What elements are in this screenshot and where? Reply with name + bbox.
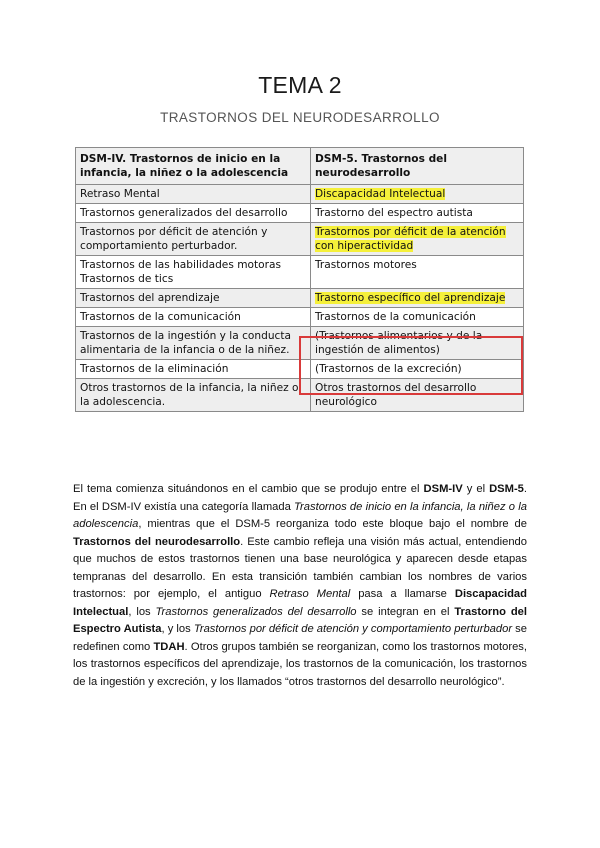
- text-run: El tema comienza situándonos en el cambio que se produjo entre el: [73, 483, 424, 495]
- cell-dsm4: Retraso Mental: [76, 185, 311, 204]
- cell-dsm4: Trastornos de la eliminación: [76, 360, 311, 379]
- table-row: [76, 327, 524, 360]
- cell-dsm4: Otros trastornos de la infancia, la niñez o la adolescencia.: [76, 379, 311, 412]
- comparison-table: [75, 147, 524, 412]
- text-run: . Este cambio refleja una visión más actual, entendiendo que muchos de estos trastornos tienen una base neurológica y aparecen desde etapas tempranas del desarrollo. En esta transición también cambian los nombres de varios trastornos: por ejemplo, el antiguo: [73, 535, 527, 600]
- table-row: [76, 204, 524, 223]
- highlighted-text: Trastorno específico del aprendizaje: [315, 292, 506, 304]
- header-dsm4: DSM-IV. Trastornos de inicio en la infancia, la niñez o la adolescencia: [76, 148, 311, 185]
- cell-dsm4: Trastornos del aprendizaje: [76, 289, 311, 308]
- highlighted-text: Trastornos por déficit de la atención con hiperactividad: [315, 226, 506, 252]
- text-run: . Otros grupos también se reorganizan, como los trastornos motores, los trastornos específicos del aprendizaje, los trastornos de la comunicación, los trastornos de la ingestión y excreción, y los llamados “otros trastornos del desarrollo neurológico”.: [73, 640, 527, 688]
- table-row: [76, 256, 524, 289]
- text-run: , los: [128, 605, 156, 618]
- cell-dsm4: Trastornos de la comunicación: [76, 308, 311, 327]
- text-run: , mientras que el DSM-5 reorganiza todo este bloque bajo el nombre de: [138, 518, 527, 530]
- table-row: [76, 185, 524, 204]
- bold-term: Discapacidad Intelectual: [73, 588, 527, 618]
- cell-dsm5: Trastornos motores: [311, 256, 524, 289]
- cell-dsm4: Trastornos por déficit de atención y comportamiento perturbador.: [76, 223, 311, 256]
- cell-line: Trastornos de tics: [80, 273, 174, 285]
- text-run: pasa a llamarse: [350, 588, 455, 600]
- table-row: [76, 289, 524, 308]
- body-paragraph: [73, 481, 527, 691]
- page-title: TEMA 2: [258, 72, 342, 98]
- italic-term: Trastornos generalizados del desarrollo: [155, 605, 357, 618]
- bold-term: Trastorno del Espectro Autista: [73, 605, 527, 635]
- cell-dsm5: [311, 223, 524, 256]
- table-row: [76, 223, 524, 256]
- cell-dsm5: Trastornos de la comunicación: [311, 308, 524, 327]
- cell-dsm4: Trastornos generalizados del desarrollo: [76, 204, 311, 223]
- cell-dsm5: [311, 185, 524, 204]
- cell-dsm5: (Trastornos alimentarios y de la ingestión de alimentos): [311, 327, 524, 360]
- page-subtitle: TRASTORNOS DEL NEURODESARROLLO: [160, 110, 440, 125]
- cell-dsm4: Trastornos de la ingestión y la conducta alimentaria de la infancia o de la niñez.: [76, 327, 311, 360]
- cell-dsm4: [76, 256, 311, 289]
- text-run: se integran en el: [356, 605, 455, 618]
- text-run: se redefinen como: [73, 623, 527, 653]
- italic-term: Trastornos por déficit de atención y comportamiento perturbador: [193, 623, 513, 635]
- italic-term: Retraso Mental: [269, 588, 351, 600]
- cell-line: Trastornos de las habilidades motoras: [80, 259, 282, 271]
- bold-term: Trastornos del neurodesarrollo: [73, 535, 241, 548]
- highlighted-text: Discapacidad Intelectual: [315, 188, 446, 200]
- bold-term: DSM-5: [489, 483, 524, 495]
- cell-dsm5: Trastorno del espectro autista: [311, 204, 524, 223]
- bold-term: TDAH: [153, 640, 185, 653]
- italic-term: Trastornos de inicio en la infancia, la niñez o la adolescencia: [73, 500, 527, 530]
- text-run: . En el DSM-IV existía una categoría llamada: [73, 483, 527, 513]
- cell-dsm5: Otros trastornos del desarrollo neurológico: [311, 379, 524, 412]
- cell-dsm5: (Trastornos de la excreción): [311, 360, 524, 379]
- bold-term: DSM-IV: [423, 483, 463, 495]
- cell-dsm5: [311, 289, 524, 308]
- text-run: , y los: [161, 623, 194, 635]
- table-row: [76, 379, 524, 412]
- table-row: [76, 308, 524, 327]
- table-row: [76, 360, 524, 379]
- header-dsm5: DSM-5. Trastornos del neurodesarrollo: [311, 148, 524, 185]
- text-run: y el: [462, 483, 490, 495]
- table-header-row: [76, 148, 524, 185]
